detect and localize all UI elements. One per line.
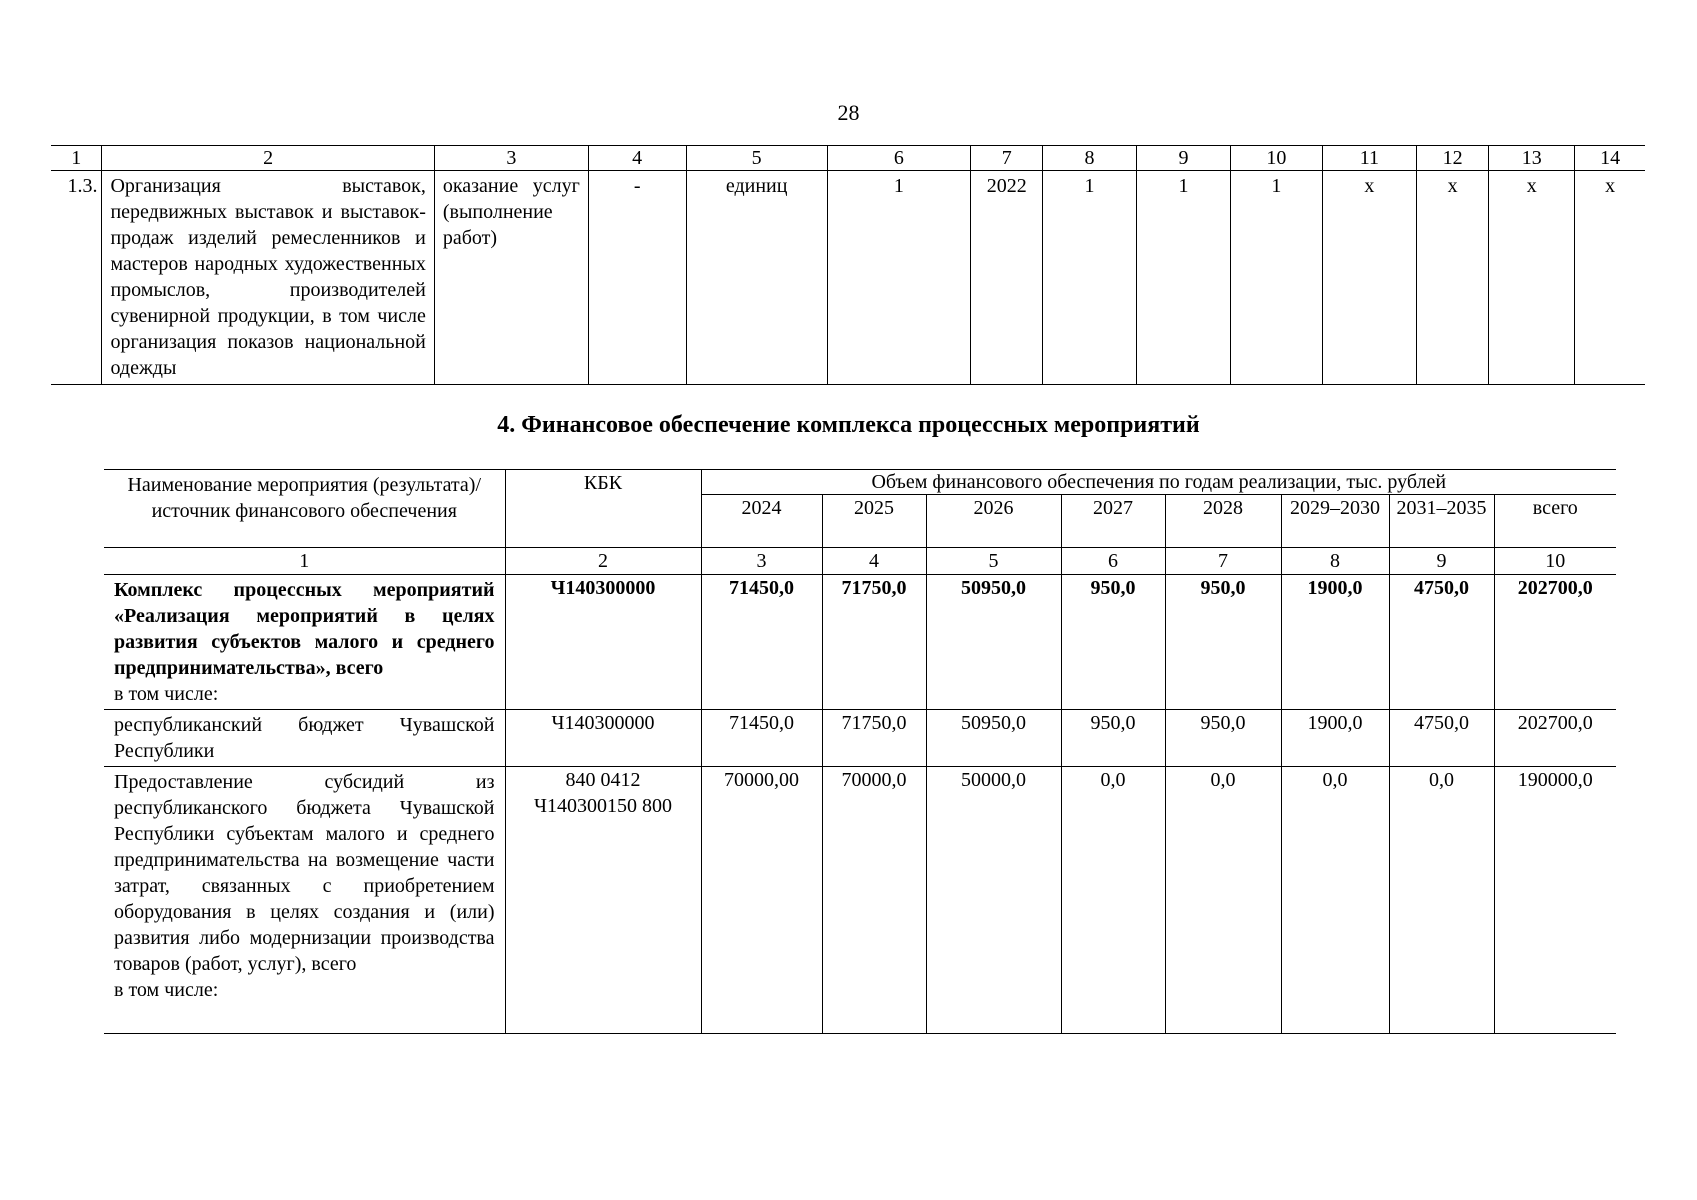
- value-cell: 202700,0: [1494, 710, 1616, 767]
- unit-of-measure: единиц: [686, 171, 827, 385]
- column-number: 10: [1231, 146, 1322, 171]
- row-subtitle: в том числе:: [114, 683, 219, 705]
- value-cell: 950,0: [1165, 710, 1281, 767]
- column-index: 5: [926, 548, 1061, 575]
- row-name-text: Предоставление субсидий из республиканского бюджета Чувашской Республики субъектам малого и среднего предпринимательства на возмещение части затрат, связанных с приобретением оборудования в целях создания и (или) развития либо модернизации производства товаров (работ, услуг), всего: [114, 771, 495, 975]
- index-row: [104, 548, 1616, 575]
- column-index: 10: [1494, 548, 1616, 575]
- row-number: 1.3.: [51, 171, 102, 385]
- value-cell: 4750,0: [1389, 710, 1494, 767]
- value-cell: 0,0: [1061, 767, 1165, 1034]
- value-cell: х: [1575, 171, 1645, 385]
- value-cell: 4750,0: [1389, 575, 1494, 710]
- year-header: 2028: [1165, 495, 1281, 548]
- column-index: 1: [104, 548, 505, 575]
- year-header: 2025: [822, 495, 926, 548]
- column-number: 9: [1136, 146, 1231, 171]
- value-cell: 190000,0: [1494, 767, 1616, 1034]
- header-name: Наименование мероприятия (результата)/ источник финансового обеспечения: [104, 470, 505, 548]
- column-index: 6: [1061, 548, 1165, 575]
- column-index: 8: [1281, 548, 1389, 575]
- row-name-text: Комплекс процессных мероприятий «Реализация мероприятий в целях развития субъектов малого и среднего предпринимательства», всего: [114, 579, 495, 679]
- year-header: 2026: [926, 495, 1061, 548]
- year-header: 2029–2030: [1281, 495, 1389, 548]
- column-number: 6: [827, 146, 970, 171]
- financing-table: [104, 469, 1616, 1034]
- column-index: 2: [505, 548, 701, 575]
- year-header: 2027: [1061, 495, 1165, 548]
- header-volume: Объем финансового обеспечения по годам реализации, тыс. рублей: [701, 470, 1616, 495]
- row-name: республиканский бюджет Чувашской Республики: [104, 710, 505, 767]
- column-number: 4: [588, 146, 686, 171]
- value-cell: 70000,00: [701, 767, 822, 1034]
- cell-dash: -: [588, 171, 686, 385]
- section-title: 4. Финансовое обеспечение комплекса процессных мероприятий: [497, 412, 1200, 438]
- table-row: [104, 575, 1616, 710]
- value-cell: 0,0: [1165, 767, 1281, 1034]
- measure-name: Организация выставок, передвижных выставок и выставок-продаж изделий ремесленников и мастеров народных художественных промыслов, производителей сувенирной продукции, в том числе организация показов национальной одежды: [102, 171, 434, 385]
- value-cell: 1900,0: [1281, 575, 1389, 710]
- value-cell: х: [1417, 171, 1489, 385]
- kbk-line: 840 0412: [565, 769, 641, 791]
- kbk-line: Ч140300150 800: [534, 795, 672, 817]
- value-cell: 71450,0: [701, 575, 822, 710]
- table-row: [104, 767, 1616, 1034]
- value-cell: 1900,0: [1281, 710, 1389, 767]
- value-cell: 950,0: [1061, 575, 1165, 710]
- value-cell: 1: [1043, 171, 1136, 385]
- column-index: 7: [1165, 548, 1281, 575]
- base-year: 2022: [971, 171, 1043, 385]
- value-cell: 202700,0: [1494, 575, 1616, 710]
- value-cell: х: [1322, 171, 1417, 385]
- row-name: [104, 767, 505, 1034]
- column-number: 2: [102, 146, 434, 171]
- base-value: 1: [827, 171, 970, 385]
- value-cell: 50950,0: [926, 575, 1061, 710]
- column-number: 1: [51, 146, 102, 171]
- value-cell: 0,0: [1389, 767, 1494, 1034]
- value-cell: х: [1489, 171, 1575, 385]
- value-cell: 950,0: [1165, 575, 1281, 710]
- value-cell: 71450,0: [701, 710, 822, 767]
- kbk-cell: Ч140300000: [505, 575, 701, 710]
- column-number: 11: [1322, 146, 1417, 171]
- page-number: 28: [837, 100, 860, 125]
- kbk-cell: [505, 767, 701, 1034]
- column-number: 14: [1575, 146, 1645, 171]
- value-cell: 50950,0: [926, 710, 1061, 767]
- value-cell: 1: [1231, 171, 1322, 385]
- column-index: 4: [822, 548, 926, 575]
- column-number: 7: [971, 146, 1043, 171]
- row-subtitle: в том числе:: [114, 979, 219, 1001]
- column-number: 12: [1417, 146, 1489, 171]
- column-index: 3: [701, 548, 822, 575]
- indicators-table: [51, 145, 1645, 385]
- value-cell: 70000,0: [822, 767, 926, 1034]
- table-row: [104, 710, 1616, 767]
- year-header: всего: [1494, 495, 1616, 548]
- value-cell: 71750,0: [822, 575, 926, 710]
- column-number: 3: [434, 146, 588, 171]
- header-kbk: КБК: [505, 470, 701, 548]
- year-header: 2031–2035: [1389, 495, 1494, 548]
- kbk-cell: Ч140300000: [505, 710, 701, 767]
- value-cell: 1: [1136, 171, 1231, 385]
- column-number: 5: [686, 146, 827, 171]
- value-cell: 0,0: [1281, 767, 1389, 1034]
- column-number: 8: [1043, 146, 1136, 171]
- row-name: [104, 575, 505, 710]
- value-cell: 50000,0: [926, 767, 1061, 1034]
- value-cell: 950,0: [1061, 710, 1165, 767]
- measure-type: оказание услуг (выполнение работ): [434, 171, 588, 385]
- year-header: 2024: [701, 495, 822, 548]
- table-header-row: [51, 146, 1645, 171]
- table-row: [51, 171, 1645, 385]
- value-cell: 71750,0: [822, 710, 926, 767]
- column-number: 13: [1489, 146, 1575, 171]
- column-index: 9: [1389, 548, 1494, 575]
